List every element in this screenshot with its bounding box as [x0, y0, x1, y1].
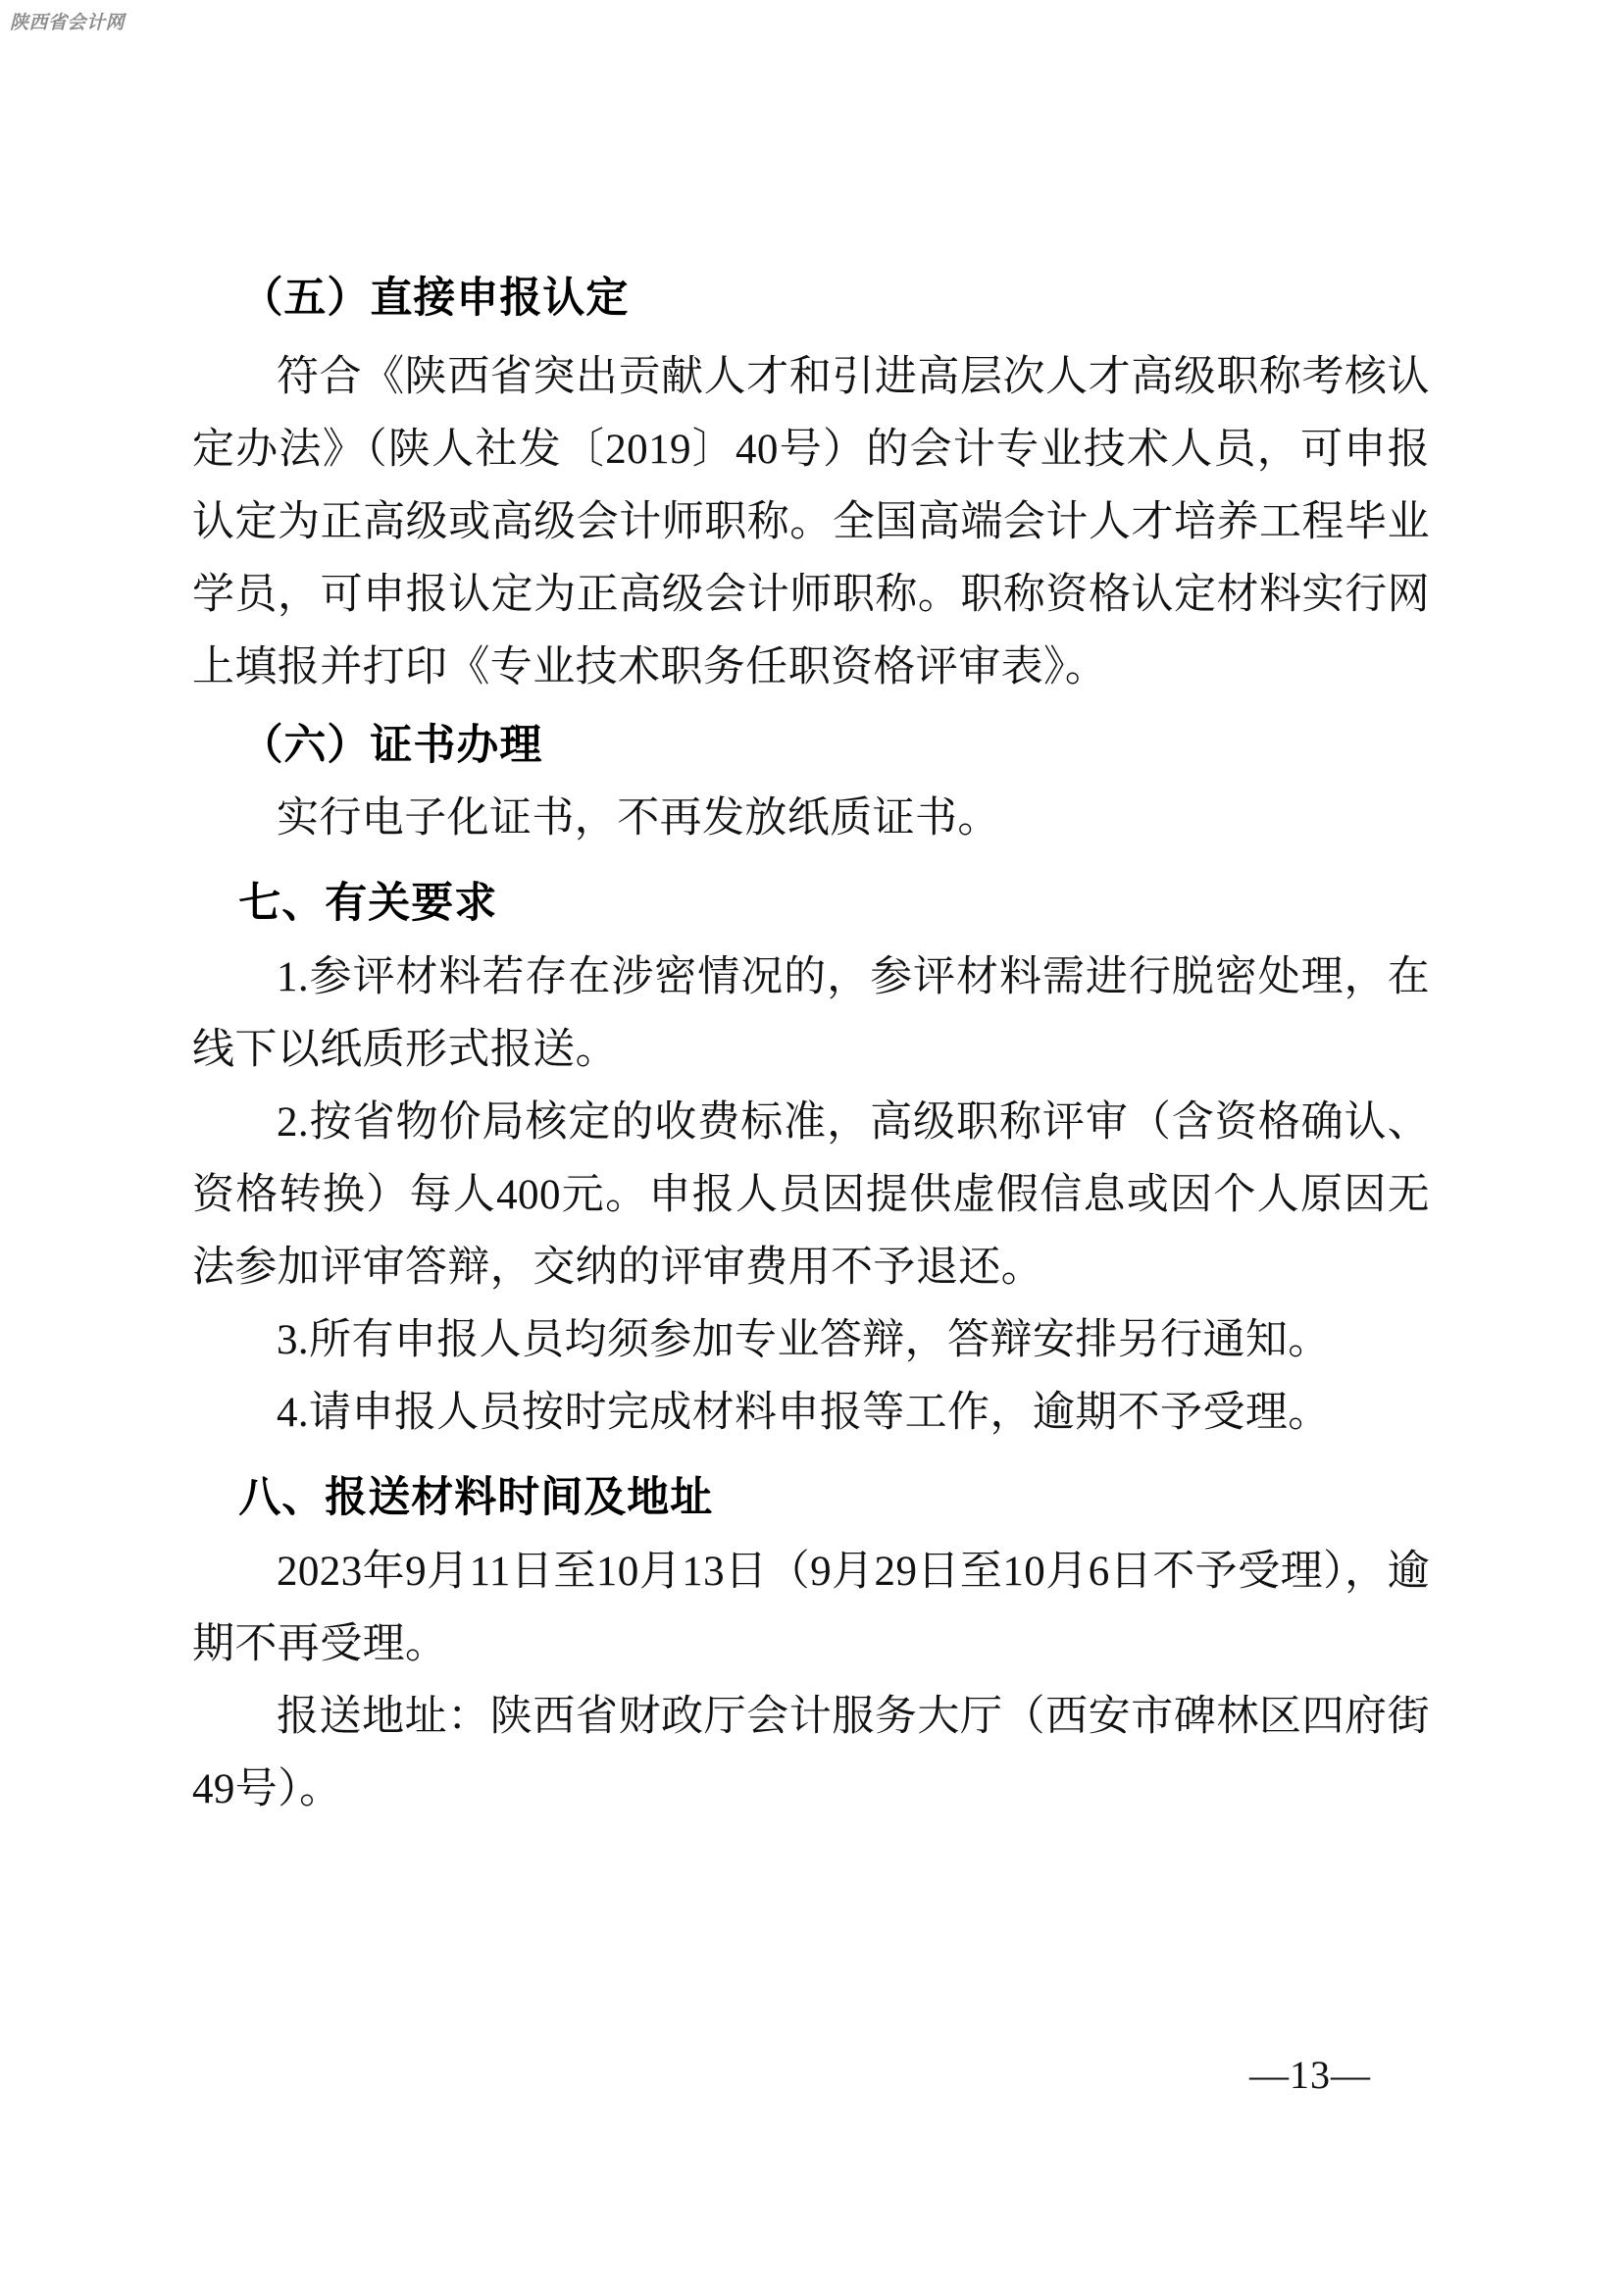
spacer [192, 1450, 1430, 1459]
paragraph-requirement-4: 4.请申报人员按时完成材料申报等工作，逾期不予受理。 [277, 1390, 1331, 1436]
paragraph-requirement-2: 2.按省物价局核定的收费标准，高级职称评审（含资格确认、资格转换）每人400元。申报人员因提供虚假信息或因个人原因无法参加评审答辩，交纳的评审费用不予退还。 [192, 1099, 1430, 1291]
section-heading-submission: 八、报送材料时间及地址 [238, 1473, 714, 1522]
paragraph-requirement-3: 3.所有申报人员均须参加专业答辩，答辩安排另行通知。 [277, 1317, 1331, 1363]
site-watermark: 陕西省会计网 [10, 12, 126, 33]
spacer [192, 855, 1430, 865]
paragraph-submission-address: 报送地址：陕西省财政厅会计服务大厅（西安市碑林区四府街49号）。 [192, 1694, 1430, 1812]
page-number: —13— [1249, 2053, 1371, 2097]
paragraph-certificate: 实行电子化证书，不再发放纸质证书。 [277, 795, 1000, 841]
document-body [192, 263, 1430, 1826]
paragraph-submission-dates: 2023年9月11日至10月13日（9月29日至10月6日不予受理），逾期不再受理。 [192, 1549, 1430, 1667]
paragraph-requirement-1: 1.参评材料若存在涉密情况的，参评材料需进行脱密处理，在线下以纸质形式报送。 [192, 954, 1430, 1073]
subheading-direct-application: （五）直接申报认定 [240, 276, 630, 322]
subheading-certificate: （六）证书办理 [240, 723, 543, 769]
paragraph-direct-application: 符合《陕西省突出贡献人才和引进高层次人才高级职称考核认定办法》（陕人社发〔2019〕40号）的会计专业技术人员，可申报认定为正高级或高级会计师职称。全国高端会计人才培养工程毕业学员，可申报认定为正高级会计师职称。职称资格认定材料实行网上填报并打印《专业技术职务任职资格评审表》。 [192, 354, 1430, 690]
section-heading-requirements: 七、有关要求 [238, 879, 498, 928]
